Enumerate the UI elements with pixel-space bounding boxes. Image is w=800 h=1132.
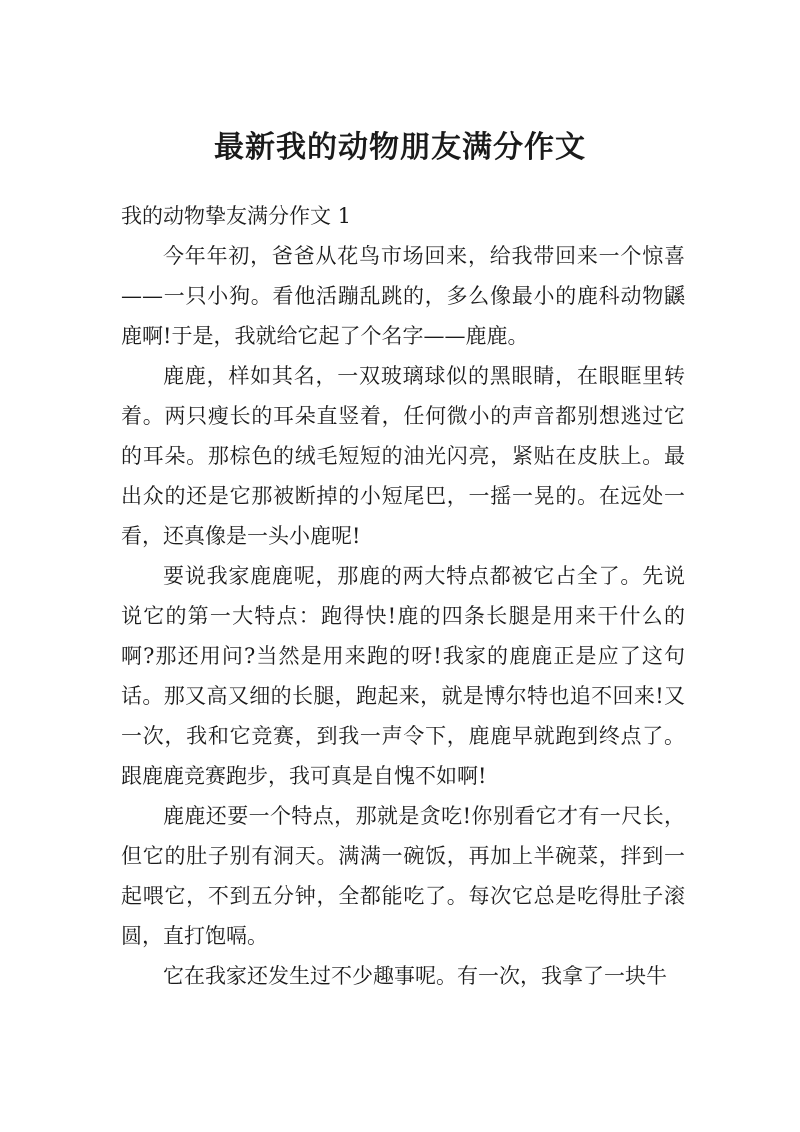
essay-subtitle: 我的动物挚友满分作文 1: [121, 204, 352, 228]
document-body: [121, 196, 685, 996]
paragraph: 鹿鹿，样如其名，一双玻璃球似的黑眼睛，在眼眶里转着。两只瘦长的耳朵直竖着，任何微小的声音都别想逃过它的耳朵。那棕色的绒毛短短的油光闪亮，紧贴在皮肤上。最出众的还是它那被断掉的小短尾巴，一摇一晃的。在远处一看，还真像是一头小鹿呢!: [121, 364, 685, 548]
paragraph: 要说我家鹿鹿呢，那鹿的两大特点都被它占全了。先说说它的第一大特点：跑得快!鹿的四条长腿是用来干什么的啊?那还用问?当然是用来跑的呀!我家的鹿鹿正是应了这句话。那又高又细的长腿，跑起来，就是博尔特也追不回来!又一次，我和它竞赛，到我一声令下，鹿鹿早就跑到终点了。跟鹿鹿竞赛跑步，我可真是自愧不如啊!: [121, 564, 685, 788]
paragraph: 它在我家还发生过不少趣事呢。有一次，我拿了一块牛: [163, 964, 667, 988]
document-title: 最新我的动物朋友满分作文: [214, 130, 586, 165]
paragraph: 今年年初，爸爸从花鸟市场回来，给我带回来一个惊喜——一只小狗。看他活蹦乱跳的，多么像最小的鹿科动物鼷鹿啊!于是，我就给它起了个名字——鹿鹿。: [121, 244, 685, 348]
paragraph: 鹿鹿还要一个特点，那就是贪吃!你别看它才有一尺长，但它的肚子别有洞天。满满一碗饭，再加上半碗菜，拌到一起喂它，不到五分钟，全都能吃了。每次它总是吃得肚子滚圆，直打饱嗝。: [121, 804, 685, 948]
